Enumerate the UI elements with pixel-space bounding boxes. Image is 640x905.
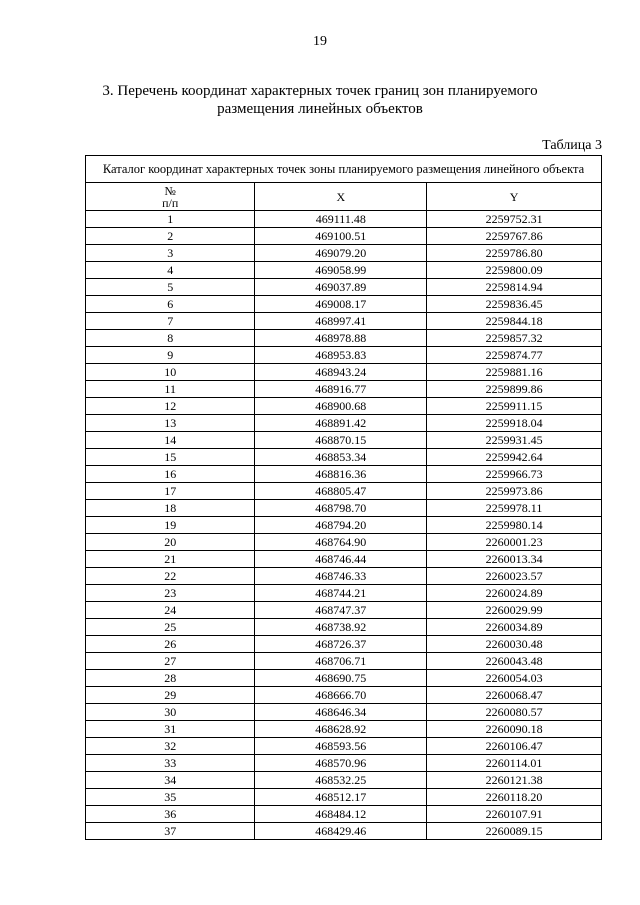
y-coordinate-cell: 2259931.45 — [427, 432, 602, 449]
x-coordinate-cell: 468746.33 — [255, 568, 427, 585]
table-row — [86, 398, 602, 415]
header-number-symbol: № — [164, 183, 176, 198]
point-number-cell: 6 — [86, 296, 255, 313]
point-number-cell: 25 — [86, 619, 255, 636]
section-heading-line-2: размещения линейных объектов — [217, 101, 423, 117]
x-coordinate-cell: 468512.17 — [255, 789, 427, 806]
x-coordinate-cell: 468726.37 — [255, 636, 427, 653]
table-caption: Каталог координат характерных точек зоны планируемого размещения линейного объекта — [86, 156, 602, 183]
point-number-cell: 29 — [86, 687, 255, 704]
y-coordinate-cell: 2259978.11 — [427, 500, 602, 517]
y-coordinate-cell: 2259966.73 — [427, 466, 602, 483]
y-coordinate-cell: 2260043.48 — [427, 653, 602, 670]
point-number-cell: 30 — [86, 704, 255, 721]
point-number-cell: 33 — [86, 755, 255, 772]
point-number-cell: 3 — [86, 245, 255, 262]
x-coordinate-cell: 468738.92 — [255, 619, 427, 636]
point-number-cell: 18 — [86, 500, 255, 517]
table-row — [86, 619, 602, 636]
point-number-cell: 15 — [86, 449, 255, 466]
table-row — [86, 313, 602, 330]
header-number-abbrev: п/п — [162, 195, 179, 210]
table-row — [86, 347, 602, 364]
coordinates-table-body — [86, 156, 602, 840]
y-coordinate-cell: 2260090.18 — [427, 721, 602, 738]
x-coordinate-cell: 468900.68 — [255, 398, 427, 415]
table-row — [86, 704, 602, 721]
y-coordinate-cell: 2259899.86 — [427, 381, 602, 398]
x-coordinate-cell: 468429.46 — [255, 823, 427, 840]
point-number-cell: 36 — [86, 806, 255, 823]
x-coordinate-cell: 469037.89 — [255, 279, 427, 296]
table-row — [86, 517, 602, 534]
x-coordinate-cell: 468744.21 — [255, 585, 427, 602]
x-coordinate-cell: 468853.34 — [255, 449, 427, 466]
point-number-cell: 8 — [86, 330, 255, 347]
table-row — [86, 636, 602, 653]
table-caption-row — [86, 156, 602, 183]
y-coordinate-cell: 2260054.03 — [427, 670, 602, 687]
page-number: 19 — [313, 34, 327, 49]
y-coordinate-cell: 2259767.86 — [427, 228, 602, 245]
table-row — [86, 789, 602, 806]
y-coordinate-cell: 2260030.48 — [427, 636, 602, 653]
y-coordinate-cell: 2259942.64 — [427, 449, 602, 466]
table-row — [86, 364, 602, 381]
x-coordinate-cell: 468666.70 — [255, 687, 427, 704]
x-coordinate-cell: 469079.20 — [255, 245, 427, 262]
x-coordinate-cell: 468794.20 — [255, 517, 427, 534]
x-coordinate-cell: 468570.96 — [255, 755, 427, 772]
table-row — [86, 670, 602, 687]
y-coordinate-cell: 2259814.94 — [427, 279, 602, 296]
table-row — [86, 228, 602, 245]
table-row — [86, 602, 602, 619]
y-coordinate-cell: 2260023.57 — [427, 568, 602, 585]
table-row — [86, 687, 602, 704]
y-coordinate-cell: 2260106.47 — [427, 738, 602, 755]
table-row — [86, 738, 602, 755]
table-row — [86, 466, 602, 483]
x-coordinate-cell: 468646.34 — [255, 704, 427, 721]
x-coordinate-cell: 468953.83 — [255, 347, 427, 364]
point-number-cell: 4 — [86, 262, 255, 279]
point-number-cell: 17 — [86, 483, 255, 500]
point-number-cell: 22 — [86, 568, 255, 585]
point-number-cell: 13 — [86, 415, 255, 432]
table-row — [86, 381, 602, 398]
point-number-cell: 34 — [86, 772, 255, 789]
y-coordinate-cell: 2260118.20 — [427, 789, 602, 806]
x-coordinate-cell: 469058.99 — [255, 262, 427, 279]
header-y: Y — [427, 183, 602, 211]
y-coordinate-cell: 2260068.47 — [427, 687, 602, 704]
point-number-cell: 10 — [86, 364, 255, 381]
point-number-cell: 14 — [86, 432, 255, 449]
table-row — [86, 551, 602, 568]
table-row — [86, 279, 602, 296]
point-number-cell: 12 — [86, 398, 255, 415]
x-coordinate-cell: 468484.12 — [255, 806, 427, 823]
x-coordinate-cell: 468746.44 — [255, 551, 427, 568]
x-coordinate-cell: 468916.77 — [255, 381, 427, 398]
x-coordinate-cell: 468747.37 — [255, 602, 427, 619]
y-coordinate-cell: 2260029.99 — [427, 602, 602, 619]
table-row — [86, 772, 602, 789]
table-row — [86, 211, 602, 228]
point-number-cell: 2 — [86, 228, 255, 245]
point-number-cell: 9 — [86, 347, 255, 364]
y-coordinate-cell: 2260080.57 — [427, 704, 602, 721]
x-coordinate-cell: 468798.70 — [255, 500, 427, 517]
x-coordinate-cell: 468978.88 — [255, 330, 427, 347]
y-coordinate-cell: 2259881.16 — [427, 364, 602, 381]
table-row — [86, 449, 602, 466]
x-coordinate-cell: 468532.25 — [255, 772, 427, 789]
table-label: Таблица 3 — [542, 138, 602, 153]
x-coordinate-cell: 468764.90 — [255, 534, 427, 551]
point-number-cell: 23 — [86, 585, 255, 602]
y-coordinate-cell: 2259836.45 — [427, 296, 602, 313]
x-coordinate-cell: 469111.48 — [255, 211, 427, 228]
y-coordinate-cell: 2260024.89 — [427, 585, 602, 602]
table-row — [86, 823, 602, 840]
point-number-cell: 19 — [86, 517, 255, 534]
y-coordinate-cell: 2259918.04 — [427, 415, 602, 432]
y-coordinate-cell: 2259844.18 — [427, 313, 602, 330]
x-coordinate-cell: 468870.15 — [255, 432, 427, 449]
point-number-cell: 28 — [86, 670, 255, 687]
x-coordinate-cell: 468628.92 — [255, 721, 427, 738]
point-number-cell: 7 — [86, 313, 255, 330]
point-number-cell: 1 — [86, 211, 255, 228]
x-coordinate-cell: 468690.75 — [255, 670, 427, 687]
y-coordinate-cell: 2260121.38 — [427, 772, 602, 789]
y-coordinate-cell: 2260089.15 — [427, 823, 602, 840]
table-row — [86, 500, 602, 517]
header-number — [86, 183, 255, 211]
point-number-cell: 24 — [86, 602, 255, 619]
y-coordinate-cell: 2259800.09 — [427, 262, 602, 279]
point-number-cell: 26 — [86, 636, 255, 653]
y-coordinate-cell: 2259874.77 — [427, 347, 602, 364]
point-number-cell: 32 — [86, 738, 255, 755]
table-header-row — [86, 183, 602, 211]
y-coordinate-cell: 2259786.80 — [427, 245, 602, 262]
table-row — [86, 245, 602, 262]
point-number-cell: 16 — [86, 466, 255, 483]
table-row — [86, 534, 602, 551]
point-number-cell: 37 — [86, 823, 255, 840]
point-number-cell: 5 — [86, 279, 255, 296]
coordinates-table — [85, 155, 602, 840]
x-coordinate-cell: 468943.24 — [255, 364, 427, 381]
point-number-cell: 20 — [86, 534, 255, 551]
table-row — [86, 721, 602, 738]
y-coordinate-cell: 2259911.15 — [427, 398, 602, 415]
y-coordinate-cell: 2259980.14 — [427, 517, 602, 534]
x-coordinate-cell: 468706.71 — [255, 653, 427, 670]
table-row — [86, 432, 602, 449]
table-row — [86, 330, 602, 347]
x-coordinate-cell: 468805.47 — [255, 483, 427, 500]
table-row — [86, 568, 602, 585]
x-coordinate-cell: 469100.51 — [255, 228, 427, 245]
table-row — [86, 415, 602, 432]
x-coordinate-cell: 468593.56 — [255, 738, 427, 755]
y-coordinate-cell: 2259752.31 — [427, 211, 602, 228]
y-coordinate-cell: 2260001.23 — [427, 534, 602, 551]
point-number-cell: 21 — [86, 551, 255, 568]
header-x: X — [255, 183, 427, 211]
x-coordinate-cell: 469008.17 — [255, 296, 427, 313]
y-coordinate-cell: 2260114.01 — [427, 755, 602, 772]
table-row — [86, 585, 602, 602]
y-coordinate-cell: 2260107.91 — [427, 806, 602, 823]
table-row — [86, 296, 602, 313]
table-row — [86, 262, 602, 279]
point-number-cell: 11 — [86, 381, 255, 398]
y-coordinate-cell: 2259857.32 — [427, 330, 602, 347]
y-coordinate-cell: 2260013.34 — [427, 551, 602, 568]
y-coordinate-cell: 2259973.86 — [427, 483, 602, 500]
x-coordinate-cell: 468891.42 — [255, 415, 427, 432]
table-row — [86, 483, 602, 500]
point-number-cell: 31 — [86, 721, 255, 738]
table-row — [86, 653, 602, 670]
section-heading-line-1: 3. Перечень координат характерных точек границ зон планируемого — [102, 83, 538, 99]
y-coordinate-cell: 2260034.89 — [427, 619, 602, 636]
table-row — [86, 755, 602, 772]
x-coordinate-cell: 468816.36 — [255, 466, 427, 483]
section-heading — [60, 82, 580, 118]
point-number-cell: 35 — [86, 789, 255, 806]
x-coordinate-cell: 468997.41 — [255, 313, 427, 330]
table-row — [86, 806, 602, 823]
point-number-cell: 27 — [86, 653, 255, 670]
